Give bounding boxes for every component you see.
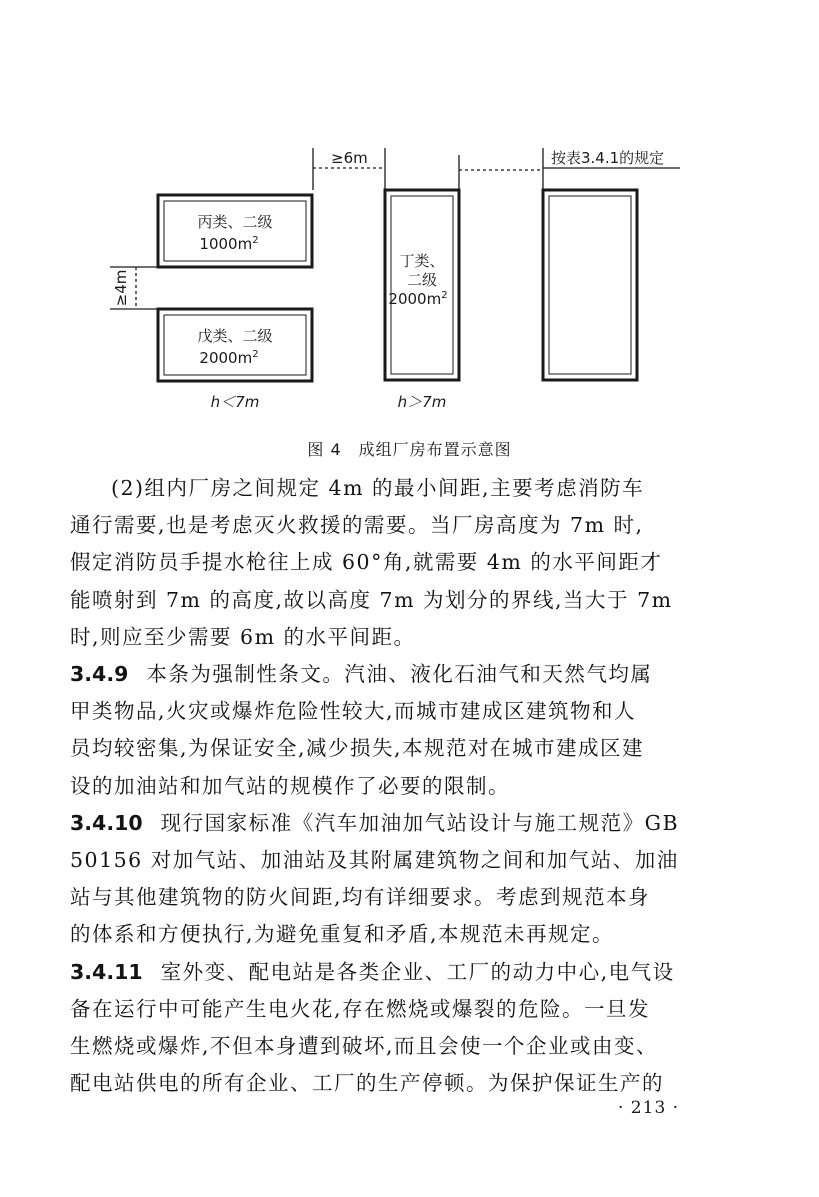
text-line: 的体系和方便执行,为避免重复和矛盾,本规范未再规定。 — [70, 922, 615, 947]
label-spacing-6m: ≥6m — [331, 149, 368, 167]
building-bottom-left-area: $2000m^2$ — [199, 349, 259, 367]
body-text — [70, 470, 750, 1102]
figure-diagram — [0, 0, 819, 430]
text-line: 50156 对加气站、加油站及其附属建筑物之间和加气站、加油 — [70, 848, 679, 873]
paragraph-1 — [70, 470, 750, 656]
text-line: 3.4.11 室外变、配电站是各类企业、工厂的动力中心,电气设 — [70, 959, 675, 984]
paragraph-3-4-11 — [70, 954, 750, 1103]
text-line: 通行需要,也是考虑灭火救援的需要。当厂房高度为 7m 时, — [70, 513, 644, 538]
text-line: 站与其他建筑物的防火间距,均有详细要求。考虑到规范本身 — [70, 885, 651, 910]
building-top-left — [158, 195, 312, 267]
text-line: 员均较密集,为保证安全,减少损失,本规范对在城市建成区建 — [70, 736, 645, 761]
building-top-left-area: $1000m^2$ — [199, 235, 259, 253]
building-middle-area: $2000m^2$ — [388, 290, 448, 308]
clause-number: 3.4.11 — [70, 959, 143, 984]
figure-caption: 图 4 成组厂房布置示意图 — [307, 440, 512, 459]
text-line: 3.4.10 现行国家标准《汽车加油加气站设计与施工规范》GB — [70, 810, 680, 835]
label-spacing-4m: ≥4m — [112, 269, 130, 307]
text-line: 能喷射到 7m 的高度,故以高度 7m 为划分的界线,当大于 7m — [70, 587, 673, 612]
building-right — [543, 190, 637, 380]
building-middle-grade: 二级 — [406, 271, 438, 289]
page-number: · 213 · — [618, 1098, 680, 1118]
text-line: 甲类物品,火灾或爆炸危险性较大,而城市建成区建筑物和人 — [70, 699, 637, 724]
paragraph-3-4-9 — [70, 656, 750, 805]
text-line: 时,则应至少需要 6m 的水平间距。 — [70, 624, 416, 649]
text-line: 假定消防员手提水枪往上成 60°角,就需要 4m 的水平间距才 — [70, 550, 663, 575]
building-bottom-left — [158, 309, 312, 381]
paragraph-3-4-10 — [70, 805, 750, 954]
label-spacing-table: 按表3.4.1的规定 — [551, 149, 665, 167]
building-bottom-left-class: 戊类、二级 — [197, 327, 273, 345]
text-line: 3.4.9 本条为强制性条文。汽油、液化石油气和天然气均属 — [70, 662, 653, 687]
text-line: (2)组内厂房之间规定 4m 的最小间距,主要考虑消防车 — [111, 476, 645, 500]
text-line: 备在运行中可能产生电火花,存在燃烧或爆裂的危险。一旦发 — [70, 996, 651, 1021]
label-height-left: h＜7m — [210, 393, 260, 411]
text-line: 设的加油站和加气站的规模作了必要的限制。 — [70, 773, 510, 798]
building-middle-class: 丁类、 — [399, 252, 445, 270]
figure-factory-layout — [0, 0, 819, 430]
building-top-left-class: 丙类、二级 — [197, 213, 273, 231]
clause-number: 3.4.9 — [70, 662, 129, 687]
text-line: 配电站供电的所有企业、工厂的生产停顿。为保护保证生产的 — [70, 1071, 664, 1096]
text-line: 生燃烧或爆炸,不但本身遭到破坏,而且会使一个企业或由变、 — [70, 1034, 659, 1059]
label-height-middle: h＞7m — [397, 393, 447, 411]
clause-number: 3.4.10 — [70, 810, 143, 835]
